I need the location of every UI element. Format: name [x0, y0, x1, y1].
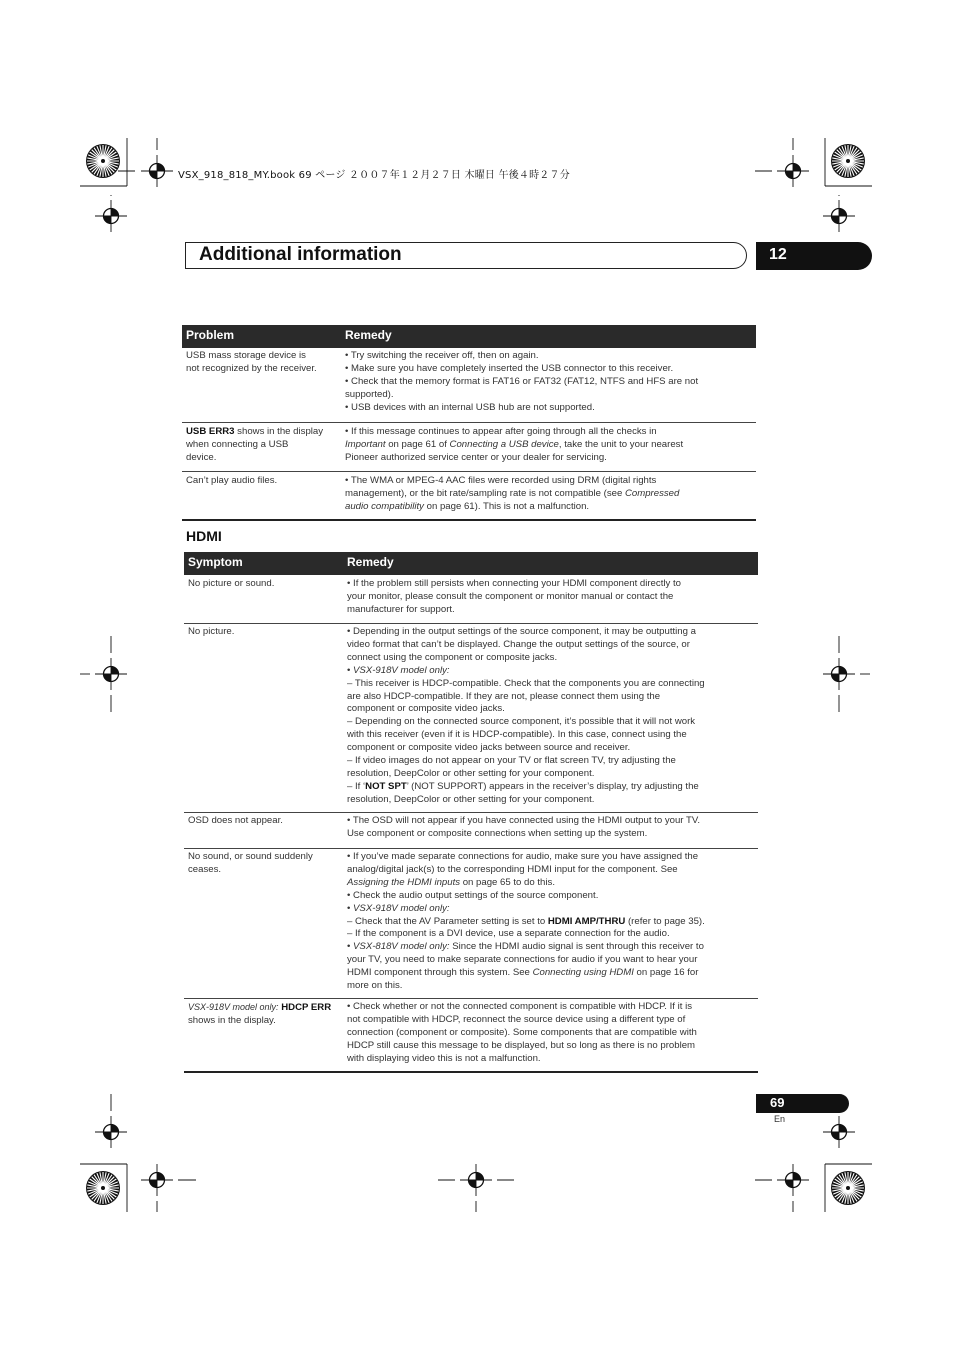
usb-table-header: [182, 325, 756, 348]
row-divider: [184, 623, 758, 624]
column-header-problem: Problem: [186, 328, 235, 342]
page-title: Additional information: [199, 244, 402, 265]
table-bottom-rule: [184, 1071, 758, 1073]
remedy-cell: • The OSD will not appear if you have connected using the HDMI output to your TV. Use component or composite connections when setting up the system.: [347, 815, 701, 839]
remedy-cell: • If this message continues to appear after going through all the checks in Important on page 61 of Connecting a USB device, take the unit to your nearest Pioneer authorized service center or your dealer for servicing.: [345, 426, 684, 463]
print-header: VSX_918_818_MY.book 69 ページ ２００７年１２月２７日 木曜日 午後４時２７分: [178, 170, 570, 181]
chapter-number: 12: [769, 246, 787, 263]
language-label: En: [774, 1114, 786, 1124]
problem-cell: USB mass storage device is not recognized by the receiver.: [186, 350, 317, 374]
symptom-cell: No sound, or sound suddenly ceases.: [188, 851, 313, 875]
row-divider: [184, 812, 758, 813]
section-title-hdmi: HDMI: [186, 528, 222, 544]
remedy-cell: • If you’ve made separate connections for audio, make sure you have assigned the analog/digital jack(s) to the corresponding HDMI input for the component. See Assigning the HDMI inputs on page 65 to do this. • Check the audio output settings of the source component. • VSX-918V model only: – Check that the AV Parameter setting is set to HDMI AMP/THRU (refer to page 35). – If the component is a DVI device, use a separate connection for the audio. • VSX-818V model only: Since the HDMI audio signal is sent through this receiver to your TV, you need to make separate connections for audio if you want to hear your HDMI component through this system. See Connecting using HDMI on page 16 for more on this.: [347, 851, 705, 992]
remedy-cell: • Try switching the receiver off, then on again. • Make sure you have completely inserted the USB connector to this receiver. • Check that the memory format is FAT16 or FAT32 (FAT12, NTFS and HFS are not supported). • USB devices with an internal USB hub are not supported.: [345, 350, 699, 413]
column-header-remedy: Remedy: [345, 328, 392, 342]
symptom-cell: VSX-918V model only: HDCP ERR shows in the display.: [188, 1002, 332, 1026]
column-header-remedy: Remedy: [347, 555, 394, 569]
row-divider: [184, 998, 758, 999]
remedy-cell: • If the problem still persists when connecting your HDMI component directly to your monitor, please consult the component or monitor manual or contact the manufacturer for support.: [347, 578, 681, 615]
symptom-cell: No picture.: [188, 626, 235, 637]
column-header-symptom: Symptom: [188, 555, 243, 569]
row-divider: [182, 422, 756, 423]
table-bottom-rule: [182, 519, 756, 521]
symptom-cell: No picture or sound.: [188, 578, 275, 589]
hdmi-table-header: [184, 552, 758, 575]
remedy-cell: • The WMA or MPEG-4 AAC files were recorded using DRM (digital rights management), or the bit rate/sampling rate is not compatible (see Compressed audio compatibility on page 61). This is not a malfunction.: [345, 475, 680, 512]
row-divider: [182, 471, 756, 472]
row-divider: [184, 848, 758, 849]
problem-cell: USB ERR3 shows in the display when connecting a USB device.: [186, 426, 324, 463]
remedy-cell: • Check whether or not the connected component is compatible with HDCP. If it is not compatible with HDCP, reconnect the source device using a different type of connection (component or composite). Some components that are compatible with HDCP still cause this message to be displayed, but so long as there is no problem with displaying video this is not a malfunction.: [347, 1001, 697, 1064]
page-number: 69: [770, 1095, 785, 1110]
problem-cell: Can’t play audio files.: [186, 475, 278, 486]
symptom-cell: OSD does not appear.: [188, 815, 283, 826]
remedy-cell: • Depending in the output settings of the source component, it may be outputting a video format that can’t be displayed. Change the output settings of the source, or connect using the component or composite jacks. • VSX-918V model only: – This receiver is HDCP-compatible. Check that the components you are connecting are also HDCP-compatible. If they are not, please connect them using the component or composite video jacks. – Depending on the connected source component, it’s possible that it will not work with this receiver (even if it is HDCP-compatible). In this case, connect using the component or composite video jacks between source and receiver. – If video images do not appear on your TV or flat screen TV, try adjusting the resolution, DeepColor or other setting for your component. – If ‘NOT SPT’ (NOT SUPPORT) appears in the receiver’s display, try adjusting the resolution, DeepColor or other setting for your component.: [347, 626, 705, 805]
